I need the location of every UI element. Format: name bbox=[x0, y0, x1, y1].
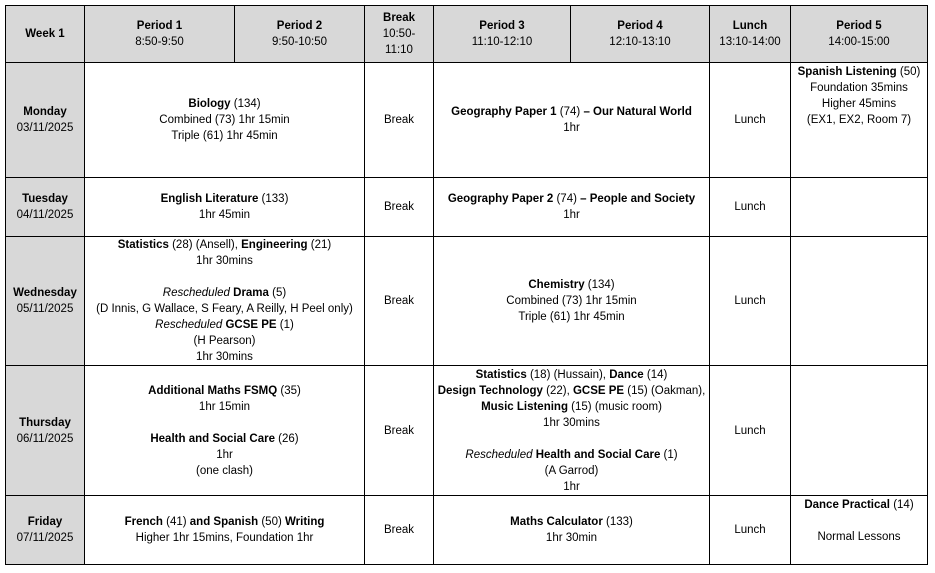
wednesday-row bbox=[6, 237, 928, 366]
thursday-midday-exam: Statistics (18) (Hussain), Dance (14) Design Technology (22), GCSE PE (15) (Oakman), Music Listening (15) (music room) 1hr 30mins Rescheduled Health and Social Care (1) (A Garrod) 1hr bbox=[434, 366, 710, 496]
tuesday-lunch: Lunch bbox=[710, 178, 791, 237]
thursday-day-cell: Thursday 06/11/2025 bbox=[6, 366, 85, 496]
monday-lunch: Lunch bbox=[710, 63, 791, 178]
tuesday-morning-exam: English Literature (133) 1hr 45min bbox=[85, 178, 365, 237]
thursday-row bbox=[6, 366, 928, 496]
thursday-lunch: Lunch bbox=[710, 366, 791, 496]
period4-header: Period 4 12:10-13:10 bbox=[571, 6, 710, 63]
monday-row bbox=[6, 63, 928, 178]
monday-day-cell: Monday 03/11/2025 bbox=[6, 63, 85, 178]
period2-header: Period 2 9:50-10:50 bbox=[235, 6, 365, 63]
friday-period5-exam: Dance Practical (14) Normal Lessons bbox=[791, 496, 928, 565]
thursday-period5-empty bbox=[791, 366, 928, 496]
header-row bbox=[6, 6, 928, 63]
period5-header: Period 5 14:00-15:00 bbox=[791, 6, 928, 63]
friday-midday-exam: Maths Calculator (133) 1hr 30min bbox=[434, 496, 710, 565]
monday-morning-exam: Biology (134) Combined (73) 1hr 15min Triple (61) 1hr 45min bbox=[85, 63, 365, 178]
monday-period5-exam: Spanish Listening (50) Foundation 35mins Higher 45mins (EX1, EX2, Room 7) bbox=[791, 63, 928, 178]
wednesday-morning-exam: Statistics (28) (Ansell), Engineering (21) 1hr 30mins Rescheduled Drama (5) (D Innis, G Wallace, S Feary, A Reilly, H Peel only) Rescheduled GCSE PE (1) (H Pearson) 1hr 30mins bbox=[85, 237, 365, 366]
friday-morning-exam: French (41) and Spanish (50) Writing Higher 1hr 15mins, Foundation 1hr bbox=[85, 496, 365, 565]
wednesday-day-cell: Wednesday 05/11/2025 bbox=[6, 237, 85, 366]
friday-break: Break bbox=[365, 496, 434, 565]
wednesday-period5-empty bbox=[791, 237, 928, 366]
exam-timetable bbox=[5, 5, 928, 565]
week-header: Week 1 bbox=[6, 6, 85, 63]
friday-lunch: Lunch bbox=[710, 496, 791, 565]
tuesday-period5-empty bbox=[791, 178, 928, 237]
thursday-break: Break bbox=[365, 366, 434, 496]
period1-header: Period 1 8:50-9:50 bbox=[85, 6, 235, 63]
monday-midday-exam: Geography Paper 1 (74) – Our Natural World 1hr bbox=[434, 63, 710, 178]
friday-row bbox=[6, 496, 928, 565]
period3-header: Period 3 11:10-12:10 bbox=[434, 6, 571, 63]
tuesday-row bbox=[6, 178, 928, 237]
thursday-morning-exam: Additional Maths FSMQ (35) 1hr 15min Health and Social Care (26) 1hr (one clash) bbox=[85, 366, 365, 496]
wednesday-midday-exam: Chemistry (134) Combined (73) 1hr 15min Triple (61) 1hr 45min bbox=[434, 237, 710, 366]
break-header: Break 10:50- 11:10 bbox=[365, 6, 434, 63]
friday-day-cell: Friday 07/11/2025 bbox=[6, 496, 85, 565]
wednesday-lunch: Lunch bbox=[710, 237, 791, 366]
tuesday-break: Break bbox=[365, 178, 434, 237]
lunch-header: Lunch 13:10-14:00 bbox=[710, 6, 791, 63]
monday-break: Break bbox=[365, 63, 434, 178]
tuesday-day-cell: Tuesday 04/11/2025 bbox=[6, 178, 85, 237]
wednesday-break: Break bbox=[365, 237, 434, 366]
tuesday-midday-exam: Geography Paper 2 (74) – People and Society 1hr bbox=[434, 178, 710, 237]
